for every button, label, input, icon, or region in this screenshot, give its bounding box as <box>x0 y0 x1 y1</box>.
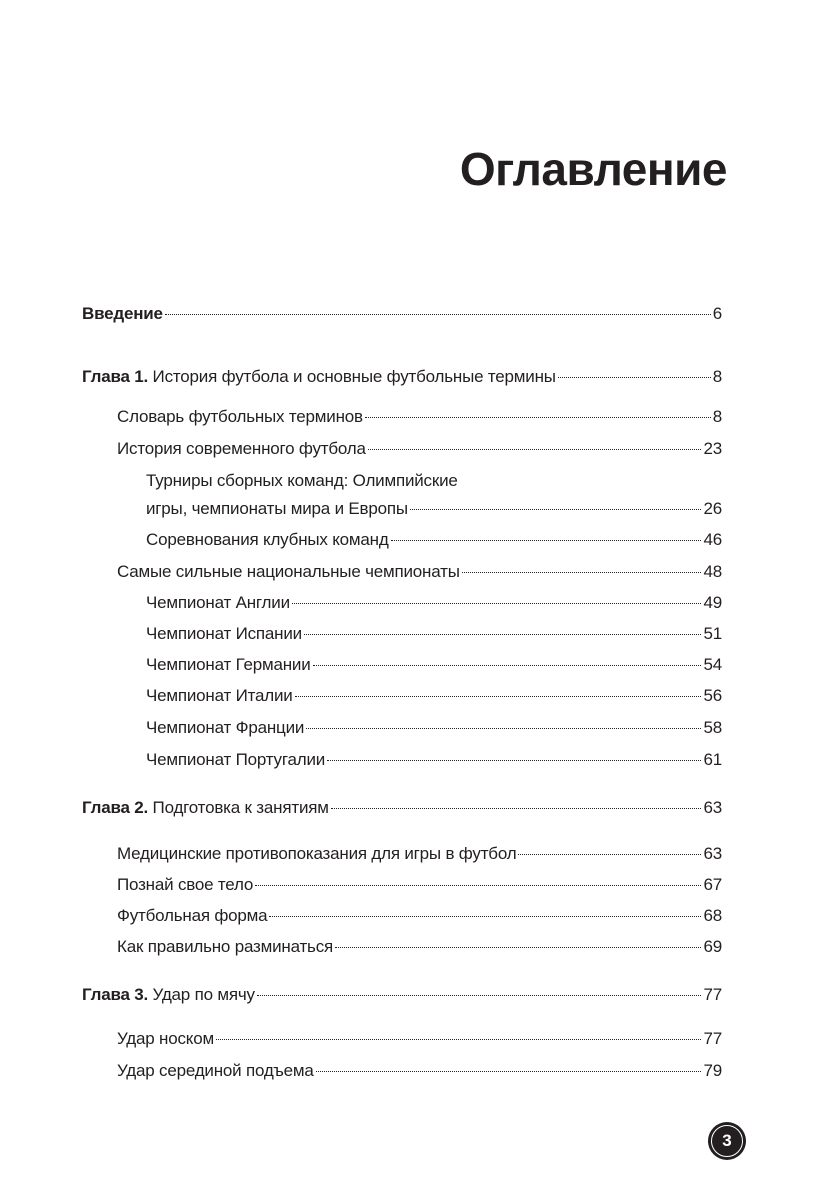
dot-leader <box>304 634 702 635</box>
entry-page: 77 <box>703 985 722 1004</box>
entry-label: Чемпионат Испании <box>146 624 302 643</box>
entry-label: Как правильно разминаться <box>117 937 334 956</box>
entry-label: Самые сильные национальные чемпионаты <box>117 562 460 581</box>
dot-leader <box>216 1039 702 1040</box>
entry-label: Подготовка к занятиям <box>148 798 329 817</box>
dot-leader <box>313 665 702 666</box>
toc-entry[interactable] <box>117 1061 722 1081</box>
entry-page: 61 <box>703 750 722 769</box>
dot-leader <box>410 509 702 510</box>
dot-leader <box>391 540 702 541</box>
page-title: Оглавление <box>459 143 727 195</box>
entry-label: Чемпионат Португалии <box>146 750 326 769</box>
chapter-number: Глава 3. <box>82 985 149 1004</box>
toc-entry[interactable] <box>146 718 722 738</box>
entry-page: 48 <box>703 562 722 581</box>
entry-page: 68 <box>703 906 722 925</box>
entry-label: Удар по мячу <box>148 985 255 1004</box>
entry-label: Словарь футбольных терминов <box>117 407 363 426</box>
toc-entry[interactable] <box>146 624 722 644</box>
toc-entry[interactable] <box>146 499 722 519</box>
chapter-number: Глава 1. <box>82 367 149 386</box>
toc-entry-introduction[interactable] <box>82 304 722 324</box>
dot-leader <box>331 808 702 809</box>
entry-label: Футбольная форма <box>117 906 268 925</box>
toc-entry-chapter-3[interactable] <box>82 985 722 1005</box>
dot-leader <box>368 449 702 450</box>
dot-leader <box>316 1071 702 1072</box>
entry-page: 51 <box>703 624 722 643</box>
dot-leader <box>306 728 701 729</box>
entry-page: 6 <box>712 304 722 323</box>
entry-page: 63 <box>703 798 722 817</box>
entry-page: 58 <box>703 718 722 737</box>
entry-page: 79 <box>703 1061 722 1080</box>
entry-label: Чемпионат Франции <box>146 718 305 737</box>
dot-leader <box>295 696 702 697</box>
dot-leader <box>335 947 701 948</box>
entry-page: 77 <box>703 1029 722 1048</box>
dot-leader <box>292 603 702 604</box>
dot-leader <box>558 377 711 378</box>
entry-label: История футбола и основные футбольные термины <box>148 367 556 386</box>
entry-page: 54 <box>703 655 722 674</box>
dot-leader <box>518 854 701 855</box>
entry-page: 8 <box>712 367 722 386</box>
entry-label: Чемпионат Англии <box>146 593 290 612</box>
dot-leader <box>327 760 701 761</box>
page-number: 3 <box>722 1131 732 1150</box>
entry-page: 63 <box>703 844 722 863</box>
dot-leader <box>255 885 701 886</box>
dot-leader <box>462 572 702 573</box>
entry-page: 67 <box>703 875 722 894</box>
toc-entry[interactable] <box>117 407 722 427</box>
entry-label: игры, чемпионаты мира и Европы <box>146 499 408 518</box>
chapter-number: Глава 2. <box>82 798 149 817</box>
toc-entry[interactable] <box>146 686 722 706</box>
toc-entry[interactable] <box>117 937 722 957</box>
entry-label: Чемпионат Германии <box>146 655 311 674</box>
entry-page: 69 <box>703 937 722 956</box>
toc-entry[interactable] <box>146 750 722 770</box>
toc-entry[interactable] <box>117 906 722 926</box>
entry-page: 8 <box>712 407 722 426</box>
toc-entry[interactable] <box>117 562 722 582</box>
entry-page: 46 <box>703 530 722 549</box>
dot-leader <box>269 916 701 917</box>
dot-leader <box>365 417 711 418</box>
entry-label: Введение <box>82 304 163 323</box>
toc-entry[interactable] <box>117 439 722 459</box>
entry-page: 23 <box>703 439 722 458</box>
entry-page: 49 <box>703 593 722 612</box>
dot-leader <box>165 314 711 315</box>
toc-entry[interactable] <box>117 844 722 864</box>
toc-entry[interactable] <box>117 1029 722 1049</box>
entry-label: История современного футбола <box>117 439 366 458</box>
entry-label: Медицинские противопоказания для игры в футбол <box>117 844 517 863</box>
toc-entry[interactable] <box>146 593 722 613</box>
toc-entry[interactable] <box>146 655 722 675</box>
entry-label: Удар носком <box>117 1029 214 1048</box>
toc-entry[interactable] <box>146 530 722 550</box>
entry-label-line1: Турниры сборных команд: Олимпийские <box>146 471 458 490</box>
entry-label: Удар серединой подъема <box>117 1061 314 1080</box>
toc-entry[interactable] <box>117 875 722 895</box>
toc-entry-chapter-2[interactable] <box>82 798 722 818</box>
page-number-badge <box>708 1122 746 1160</box>
entry-label: Познай свое тело <box>117 875 254 894</box>
dot-leader <box>257 995 702 996</box>
entry-page: 26 <box>703 499 722 518</box>
toc-entry-chapter-1[interactable] <box>82 367 722 387</box>
entry-label: Соревнования клубных команд <box>146 530 389 549</box>
entry-label: Чемпионат Италии <box>146 686 293 705</box>
entry-page: 56 <box>703 686 722 705</box>
